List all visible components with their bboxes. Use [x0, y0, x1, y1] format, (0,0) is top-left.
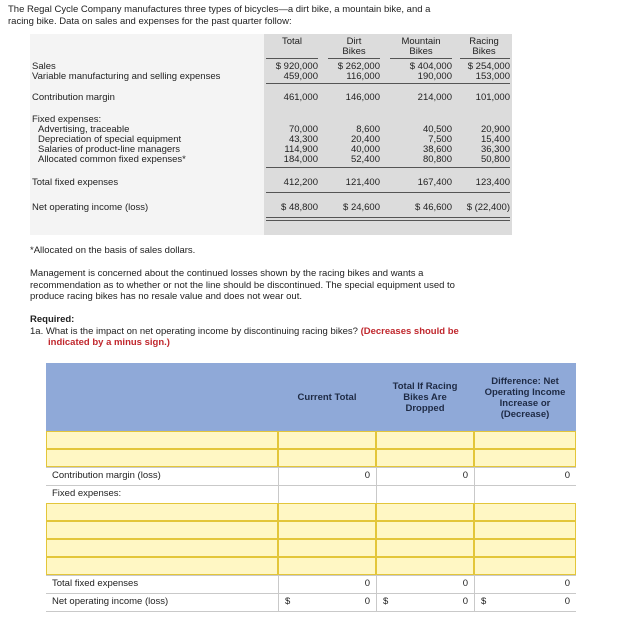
fixed-item-label: Salaries of product-line managers [38, 144, 181, 155]
question-1a [30, 326, 550, 338]
header-blank [46, 363, 279, 431]
fixed-current-input[interactable] [278, 557, 376, 575]
sales-racing: $ 254,000 [467, 61, 510, 72]
variable-racing: 153,000 [475, 71, 510, 82]
fixed-expense-input-row [46, 539, 576, 558]
fixed-expense-input-row [46, 521, 576, 540]
management-paragraph [30, 268, 520, 303]
net-income-racing: $ (22,400) [466, 202, 510, 213]
fixed-item-dirt: 20,400 [350, 134, 380, 145]
total-fixed-row [46, 575, 576, 594]
net-operating-income-row [46, 593, 576, 612]
total-fixed-mountain: 167,400 [417, 177, 452, 188]
intro-line-1: The Regal Cycle Company manufactures three types of bicycles—a dirt bike, a mountain bike, and a [8, 4, 431, 15]
fixed-current-input[interactable] [278, 503, 376, 521]
fixed-item-total: 184,000 [283, 154, 318, 165]
contribution-margin-label: Contribution margin (loss) [52, 470, 161, 481]
total-fixed-difference-value: 0 [564, 578, 570, 589]
required-section [30, 314, 550, 349]
fixed-current-input[interactable] [278, 539, 376, 557]
contribution-current-value: 0 [364, 470, 370, 481]
fixed-dropped-input[interactable] [376, 539, 474, 557]
col-dirt-header: Dirt Bikes [342, 36, 366, 57]
fixed-expenses-label: Fixed expenses: [52, 488, 122, 499]
contribution-racing: 101,000 [475, 92, 510, 103]
management-line-3: produce racing bikes has no resale value and does not wear out. [30, 291, 302, 302]
question-text: 1a. What is the impact on net operating income by discontinuing racing bikes? [30, 325, 358, 337]
fixed-item-dirt: 52,400 [350, 154, 380, 165]
total-fixed-dropped-value: 0 [462, 578, 468, 589]
answer-table [46, 363, 576, 613]
net-income-mountain: $ 46,600 [415, 202, 452, 213]
fixed-dropped-input[interactable] [376, 503, 474, 521]
total-fixed-racing: 123,400 [475, 177, 510, 188]
total-fixed-total: 412,200 [283, 177, 318, 188]
total-fixed-label: Total fixed expenses [52, 578, 139, 589]
total-fixed-current-value: 0 [364, 578, 370, 589]
footnote: *Allocated on the basis of sales dollars. [30, 245, 196, 256]
contribution-dropped-value: 0 [462, 470, 468, 481]
fixed-expense-label-input[interactable] [46, 557, 278, 575]
fixed-item-mountain: 80,800 [422, 154, 452, 165]
contribution-total: 461,000 [283, 92, 318, 103]
header-difference: Difference: Net Operating Income Increase or (Decrease) [474, 363, 576, 431]
fixed-current-input[interactable] [278, 521, 376, 539]
fixed-difference-input[interactable] [474, 503, 576, 521]
intro-line-2: racing bike. Data on sales and expenses for the past quarter follow: [8, 15, 292, 27]
fixed-difference-input[interactable] [474, 539, 576, 557]
variable-mountain: 190,000 [417, 71, 452, 82]
sales-mountain: $ 404,000 [409, 61, 452, 72]
management-line-1: Management is concerned about the continued losses shown by the racing bikes and wants a [30, 268, 424, 279]
question-instruction: (Decreases should be [360, 325, 459, 337]
fixed-item-racing: 36,300 [480, 144, 510, 155]
net-dropped-value: 0 [462, 596, 468, 607]
fixed-item-dirt: 40,000 [350, 144, 380, 155]
fixed-dropped-input[interactable] [376, 521, 474, 539]
contribution-mountain: 214,000 [417, 92, 452, 103]
variable-total: 459,000 [283, 71, 318, 82]
fixed-item-total: 70,000 [288, 124, 318, 135]
contribution-dirt: 146,000 [345, 92, 380, 103]
fixed-difference-input[interactable] [474, 521, 576, 539]
variable-label: Variable manufacturing and selling expenses [32, 71, 221, 82]
fixed-expenses-heading: Fixed expenses: [32, 114, 102, 125]
input-row [46, 431, 576, 450]
fixed-item-total: 114,900 [284, 144, 318, 155]
intro-text [8, 4, 618, 27]
col-mountain-header: Mountain Bikes [401, 36, 441, 57]
fixed-expense-input-row [46, 557, 576, 576]
current-total-input[interactable] [278, 449, 376, 467]
fixed-expense-label-input[interactable] [46, 503, 278, 521]
fixed-item-racing: 20,900 [480, 124, 510, 135]
total-fixed-label: Total fixed expenses [32, 177, 119, 188]
row-label-input[interactable] [46, 431, 278, 449]
fixed-expenses-row [46, 485, 576, 504]
fixed-item-label: Allocated common fixed expenses* [38, 154, 186, 165]
header-current-total: Current Total [278, 363, 377, 431]
col-total-header: Total [281, 36, 303, 47]
contribution-difference-value: 0 [564, 470, 570, 481]
net-income-total: $ 48,800 [281, 202, 318, 213]
dropped-total-input[interactable] [376, 449, 474, 467]
contribution-margin-row [46, 467, 576, 486]
contribution-label: Contribution margin [32, 92, 115, 103]
currency-symbol: $ [383, 596, 389, 607]
dropped-total-input[interactable] [376, 431, 474, 449]
income-statement [30, 34, 512, 235]
net-income-dirt: $ 24,600 [343, 202, 380, 213]
currency-symbol: $ [481, 596, 487, 607]
sales-label: Sales [32, 61, 56, 72]
fixed-item-racing: 15,400 [480, 134, 510, 145]
net-income-label: Net operating income (loss) [32, 202, 149, 213]
currency-symbol: $ [285, 596, 291, 607]
difference-input[interactable] [474, 431, 576, 449]
fixed-item-racing: 50,800 [480, 154, 510, 165]
fixed-expense-label-input[interactable] [46, 539, 278, 557]
header-total-if-dropped: Total If Racing Bikes Are Dropped [376, 363, 475, 431]
fixed-item-mountain: 38,600 [422, 144, 452, 155]
net-difference-value: 0 [564, 596, 570, 607]
fixed-expense-input-row [46, 503, 576, 522]
row-label-input[interactable] [46, 449, 278, 467]
current-total-input[interactable] [278, 431, 376, 449]
fixed-item-mountain: 7,500 [428, 134, 452, 145]
variable-dirt: 116,000 [346, 71, 380, 82]
col-racing-header: Racing Bikes [469, 36, 499, 57]
difference-input[interactable] [474, 449, 576, 467]
fixed-item-dirt: 8,600 [356, 124, 380, 135]
management-line-2: recommendation as to whether or not the line should be discontinued. The special equipment used to [30, 279, 455, 291]
fixed-item-label: Advertising, traceable [38, 124, 130, 135]
sales-total: $ 920,000 [275, 61, 318, 72]
fixed-difference-input[interactable] [474, 557, 576, 575]
net-current-value: 0 [364, 596, 370, 607]
required-heading: Required: [30, 314, 75, 325]
sales-dirt: $ 262,000 [337, 61, 380, 72]
fixed-expense-label-input[interactable] [46, 521, 278, 539]
fixed-item-mountain: 40,500 [422, 124, 452, 135]
total-fixed-dirt: 121,400 [345, 177, 380, 188]
fixed-item-total: 43,300 [288, 134, 318, 145]
question-instruction-cont: indicated by a minus sign.) [48, 337, 170, 348]
fixed-item-label: Depreciation of special equipment [38, 134, 182, 145]
fixed-dropped-input[interactable] [376, 557, 474, 575]
input-row [46, 449, 576, 468]
net-operating-income-label: Net operating income (loss) [52, 596, 169, 607]
